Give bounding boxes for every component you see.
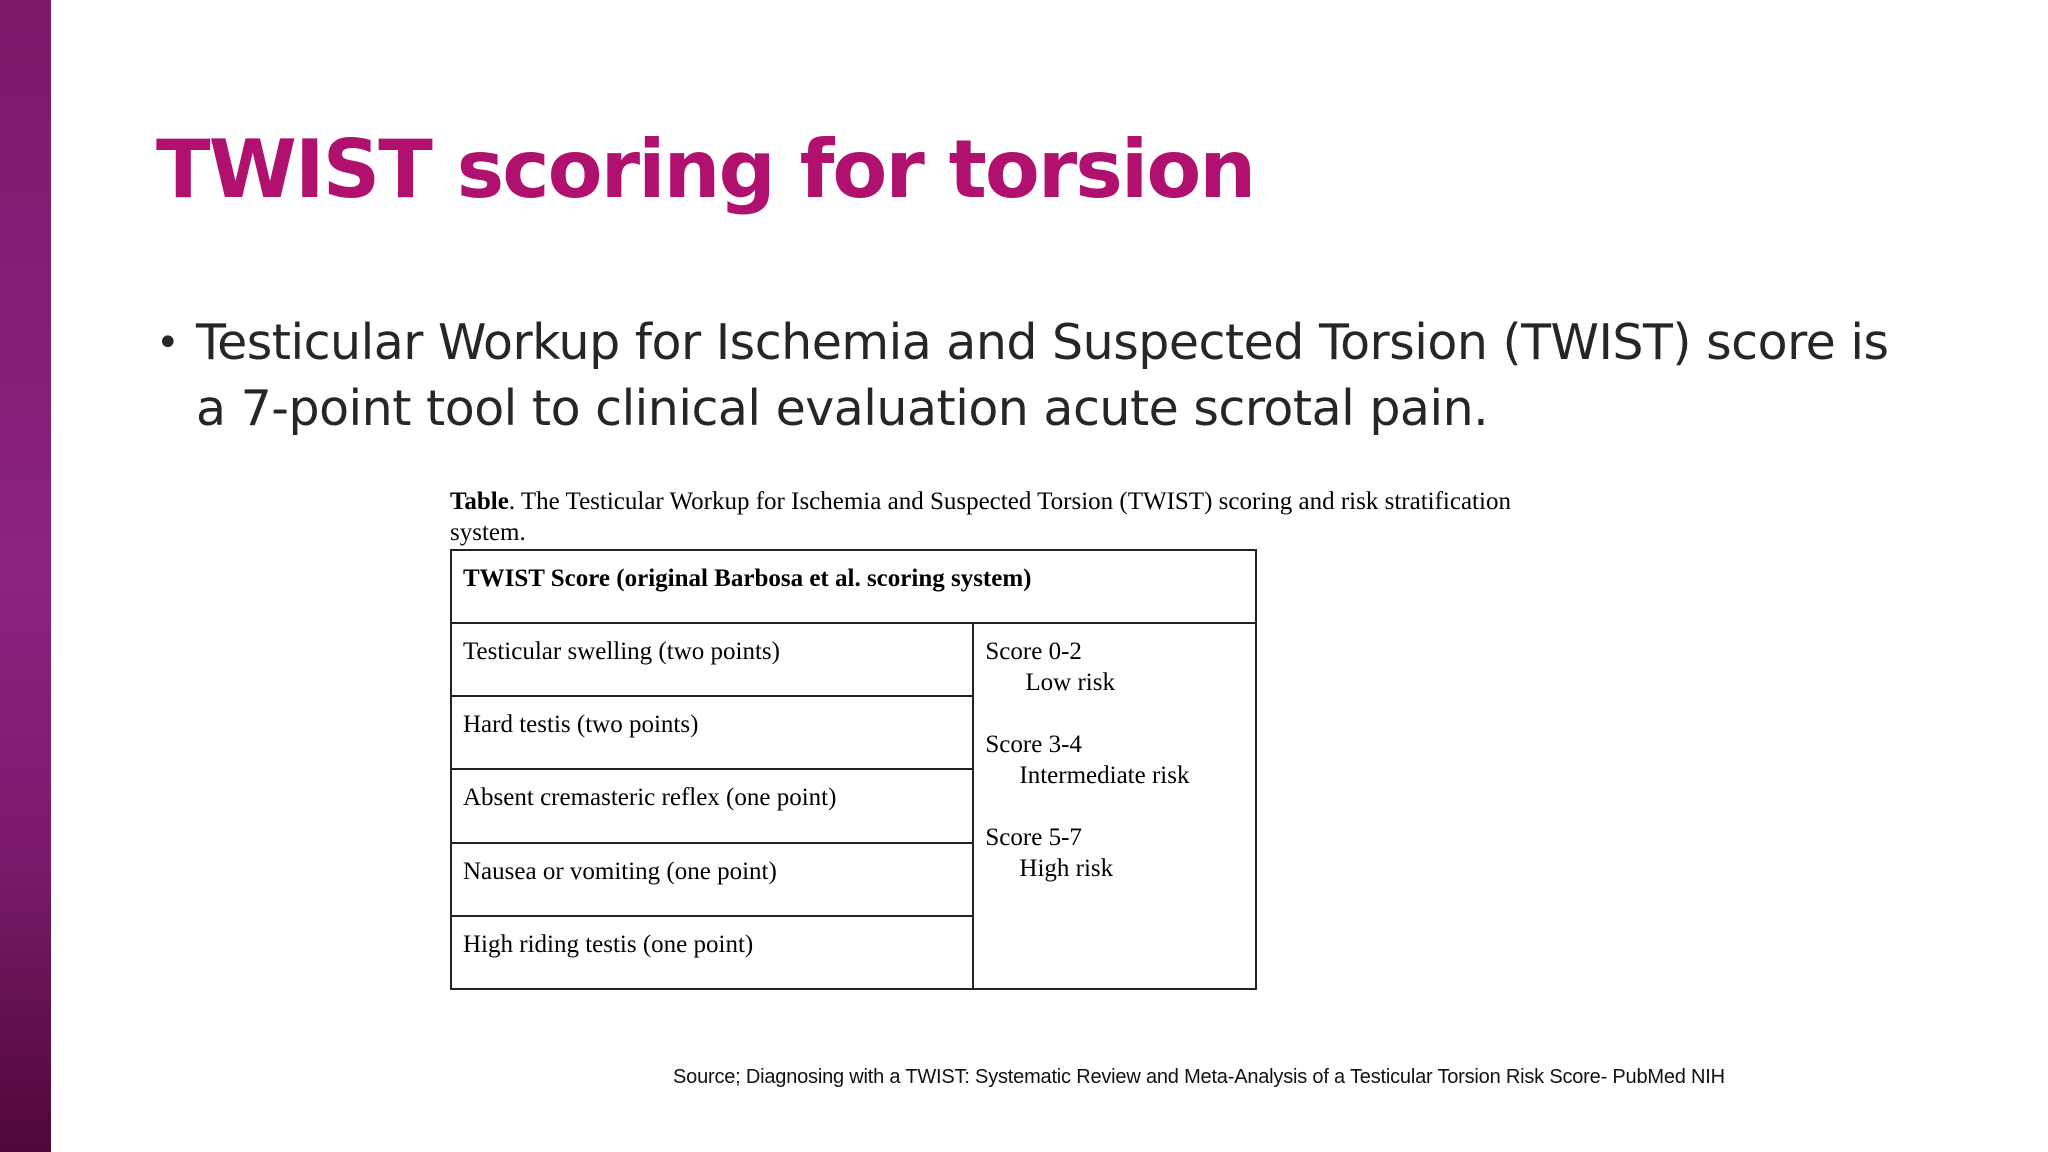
risk-group-intermediate (985, 729, 1245, 791)
risk-group-low (985, 636, 1245, 698)
criterion-cell: Hard testis (two points) (451, 696, 973, 769)
bullet-point (150, 310, 1910, 442)
sidebar-accent-bar (0, 0, 51, 1152)
table-caption (450, 486, 1550, 548)
risk-level: High risk (1019, 855, 1114, 883)
criterion-cell: Testicular swelling (two points) (451, 623, 973, 696)
twist-score-table (450, 549, 1257, 990)
bullet-text: Testicular Workup for Ischemia and Suspected Torsion (TWIST) score is a 7-point tool to clinical evaluation acute scrotal pain. (196, 314, 1889, 437)
risk-level: Intermediate risk (1019, 762, 1190, 790)
table-caption-label: Table (450, 488, 509, 515)
source-citation: Source; Diagnosing with a TWIST: Systematic Review and Meta-Analysis of a Testicular Torsion Risk Score- PubMed NIH (673, 1066, 1725, 1088)
risk-score: Score 5-7 (985, 824, 1082, 852)
table-header: TWIST Score (original Barbosa et al. scoring system) (451, 550, 1256, 623)
risk-score: Score 0-2 (985, 638, 1082, 666)
criterion-cell: High riding testis (one point) (451, 916, 973, 989)
criterion-cell: Absent cremasteric reflex (one point) (451, 769, 973, 842)
risk-group-high (985, 822, 1245, 884)
table-caption-text: . The Testicular Workup for Ischemia and Suspected Torsion (TWIST) scoring and risk stratification system. (450, 488, 1511, 546)
slide-title: TWIST scoring for torsion (156, 123, 1255, 216)
risk-score: Score 3-4 (985, 731, 1082, 759)
risk-stratification-cell (973, 623, 1256, 989)
risk-level: Low risk (1025, 669, 1115, 697)
criterion-cell: Nausea or vomiting (one point) (451, 843, 973, 916)
bullet-icon: • (156, 320, 180, 366)
